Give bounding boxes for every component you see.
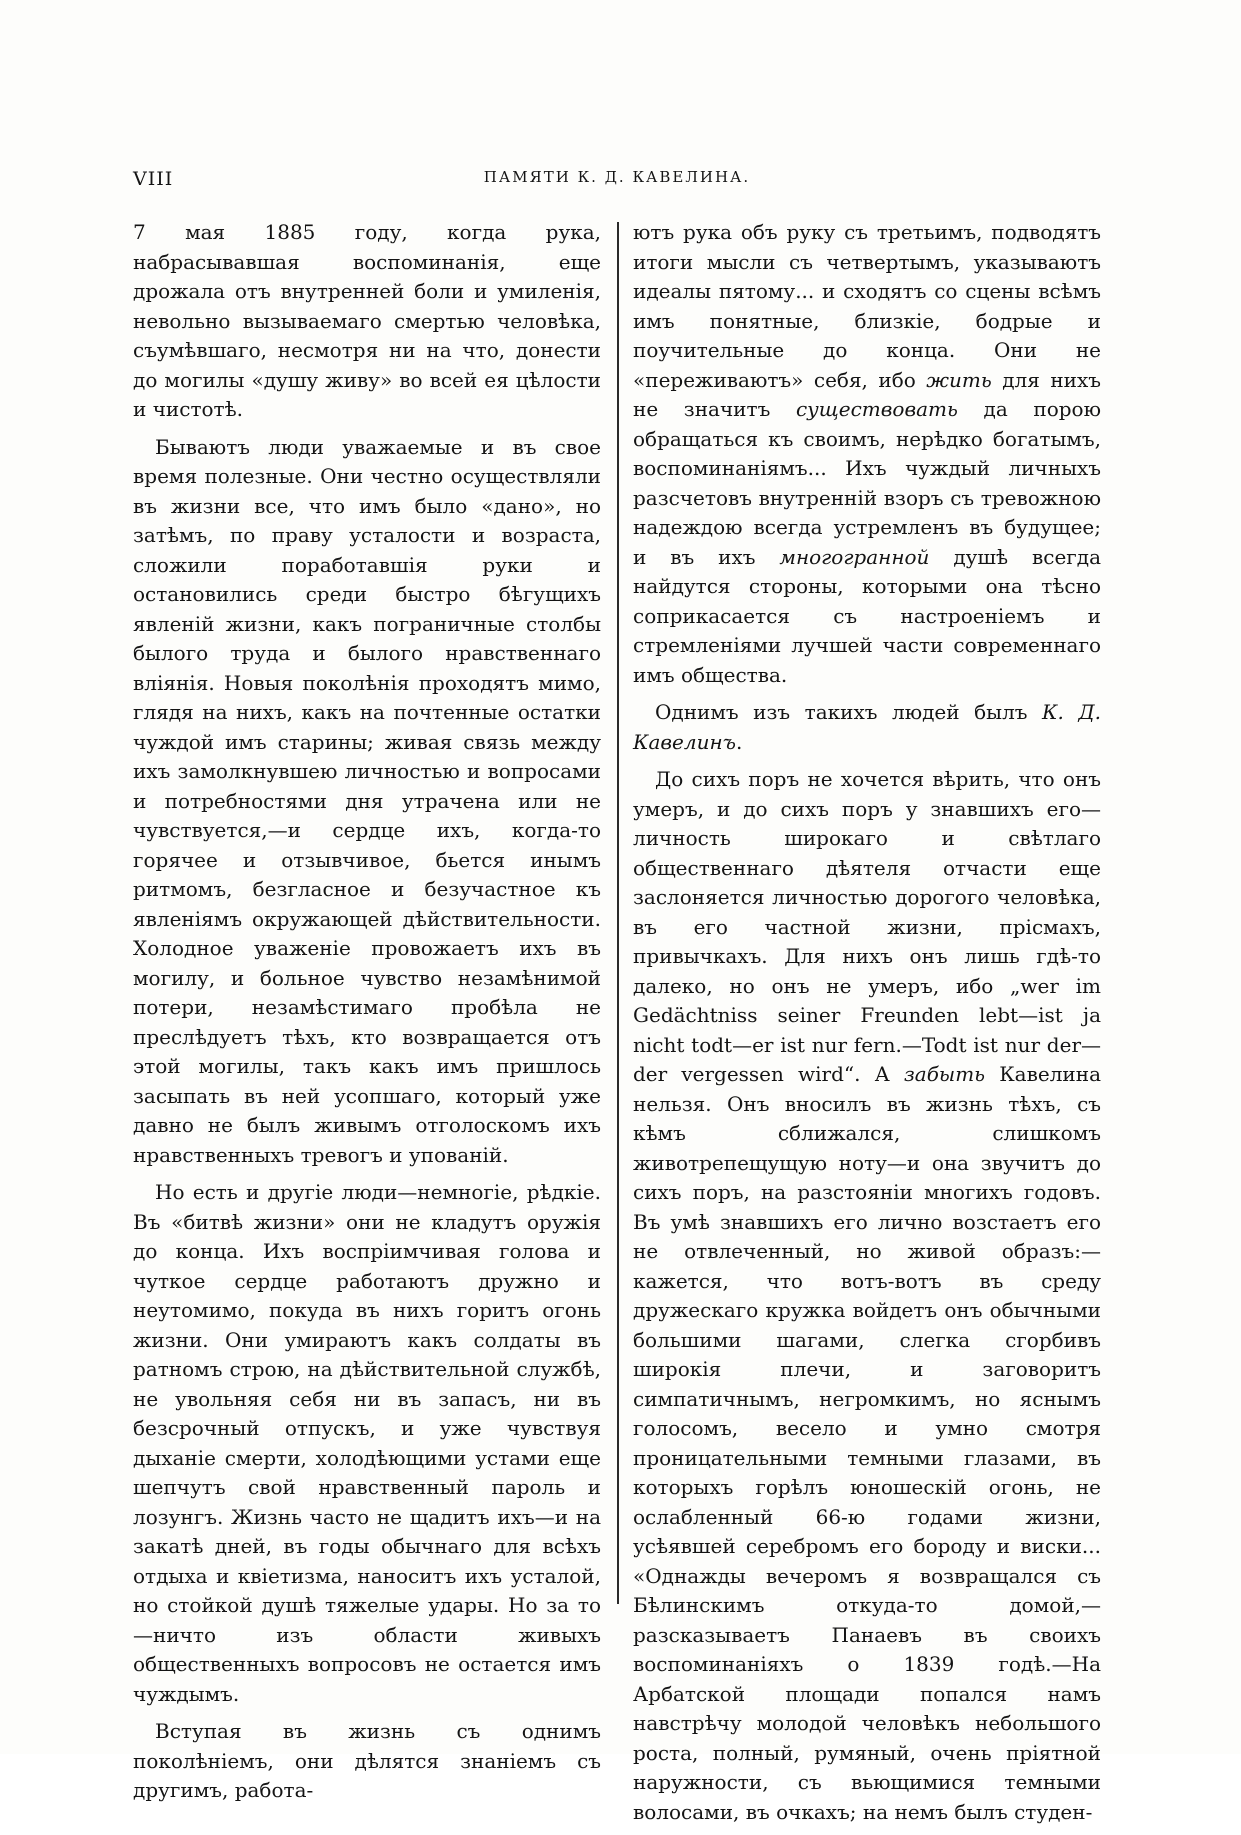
italic-text: многогранной — [779, 544, 930, 569]
text-run: Кавелина нельзя. Онъ вносилъ въ жизнь тѣхъ, съ кѣмъ сближался, слишкомъ животрепещущую ноту—и она звучитъ до сихъ поръ, на разстояніи многихъ годовъ. Въ умѣ знавшихъ его лично возстаетъ его не отвлеченный, но живой образъ:—кажется, что вотъ-вотъ въ среду дружескаго кружка войдетъ онъ обычными большими шагами, слегка сгорбивъ широкія плечи, и заговоритъ симпатичнымъ, негромкимъ, но яснымъ голосомъ, весело и умно смотря проницательными темными глазами, въ которыхъ горѣлъ юношескій огонь, не ослабленный 66-ю годами жизни, усѣявшей серебромъ его бороду и виски... «Однажды вечеромъ я возвращался съ Бѣлинскимъ откуда-то домой,—разсказываетъ Панаевъ въ своихъ воспоминаніяхъ о 1839 годѣ.—На Арбатской площади попался намъ навстрѣчу молодой человѣкъ небольшого роста, полный, румяный, очень пріятной наружности, съ вьющимися темными волосами, въ очкахъ; на немъ былъ студен- — [633, 1062, 1101, 1824]
text-run: да порою обращаться къ своимъ, нерѣдко богатымъ, воспоминаніямъ... Ихъ чуждый личныхъ разсчетовъ внутренній взоръ съ тревожною надеждою всегда устремленъ въ будущее; и въ ихъ — [633, 397, 1101, 569]
paragraph: Бываютъ люди уважаемые и въ свое время полезные. Они честно осуществляли въ жизни все, что имъ было «дано», но затѣмъ, по праву усталости и возраста, сложили поработавшія руки и остановились среди быстро бѣгущихъ явленій жизни, какъ пограничные столбы былого труда и былого нравственнаго вліянія. Новыя поколѣнія проходятъ мимо, глядя на нихъ, какъ на почтенные остатки чуждой имъ старины; живая связь между ихъ замолкнувшею личностью и вопросами и потребностями дня утрачена или не чувствуется,—и сердце ихъ, когда-то горячее и отзывчивое, бьется инымъ ритмомъ, безгласное и безучастное къ явленіямъ окружающей дѣйствительности. Холодное уваженіе провожаетъ ихъ въ могилу, и больное чувство незамѣнимой потери, незамѣстимаго пробѣла не преслѣдуетъ тѣхъ, кто возвращается отъ этой могилы, такъ какъ имъ пришлось засыпать въ ней усопшаго, который уже давно не былъ живымъ отголоскомъ ихъ нравственныхъ тревогъ и упованій. — [133, 434, 601, 1167]
paragraph — [633, 218, 1101, 690]
italic-text: забыть — [903, 1062, 986, 1086]
paragraph: 7 мая 1885 году, когда рука, набрасывавшая воспоминанія, еще дрожала отъ внутренней боли и умиленія, невольно вызываемаго смертью человѣка, съумѣвшаго, несмотря ни на что, донести до могилы «душу живу» во всей ея цѣлости и чистотѣ. — [133, 220, 601, 421]
page-header — [133, 168, 1101, 198]
italic-text: существовать — [795, 397, 958, 421]
paragraph — [633, 765, 1101, 1827]
italic-text: жить — [926, 367, 992, 392]
running-title: ПАМЯТИ К. Д. КАВЕЛИНА. — [483, 168, 751, 186]
text-run: До сихъ поръ не хочется вѣрить, что онъ умеръ, и до сихъ поръ у знавшихъ его—личность широкаго и свѣтлаго общественнаго дѣятеля отчасти еще заслоняется личностью дорогого человѣка, въ его частной жизни, прісмахъ, привычкахъ. Для нихъ онъ лишь гдѣ-то далеко, но онъ не умеръ, ибо „wer im Gedächtniss seiner Freunden lebt—ist ja nicht todt—er ist nur fern.—Todt ist nur der—der vergessen wird“. А — [633, 767, 1101, 1086]
paragraph: Но есть и другіе люди—немногіе, рѣдкіе. Въ «битвѣ жизни» они не кладутъ оружія до конца. Ихъ воспріимчивая голова и чуткое сердце работаютъ дружно и неутомимо, покуда въ нихъ горитъ огонь жизни. Они умираютъ какъ солдаты въ ратномъ строю, на дѣйствительной службѣ, не увольняя себя ни въ запасъ, ни въ безсрочный отпускъ, и уже чувствуя дыханіе смерти, холодѣющими устами еще шепчутъ свой нравственный пароль и лозунгъ. Жизнь часто не щадитъ ихъ—и на закатѣ дней, въ годы обычнаго для всѣхъ отдыха и квіетизма, наноситъ ихъ усталой, но стойкой душѣ тяжелые удары. Но за то—ничто изъ области живыхъ общественныхъ вопросовъ не остается имъ чуждымъ. — [133, 1180, 601, 1706]
text-run: Однимъ изъ такихъ людей былъ — [655, 700, 1043, 724]
paragraph — [633, 698, 1101, 757]
text-run: . — [736, 729, 743, 754]
column-divider — [617, 222, 619, 1604]
text-run: ютъ рука объ руку съ третьимъ, подводятъ итоги мысли съ четвертымъ, указываютъ идеалы пятому... и сходятъ со сцены всѣмъ имъ понятные, близкіе, бодрые и поучительные до конца. Они не «переживаютъ» себя, ибо — [633, 220, 1101, 392]
text-run: душѣ всегда найдутся стороны, которыми она тѣсно соприкасается съ настроеніемъ и стремленіями лучшей части современнаго имъ общества. — [633, 544, 1101, 687]
page-number: VIII — [133, 168, 174, 190]
right-column — [633, 218, 1101, 1835]
text-run: для нихъ не значитъ — [633, 367, 1101, 421]
italic-name: К. Д. Кавелинъ — [633, 700, 1102, 754]
paragraph: Вступая въ жизнь съ однимъ поколѣніемъ, они дѣлятся знаніемъ съ другимъ, работа- — [133, 1719, 601, 1802]
left-column — [133, 218, 601, 1814]
